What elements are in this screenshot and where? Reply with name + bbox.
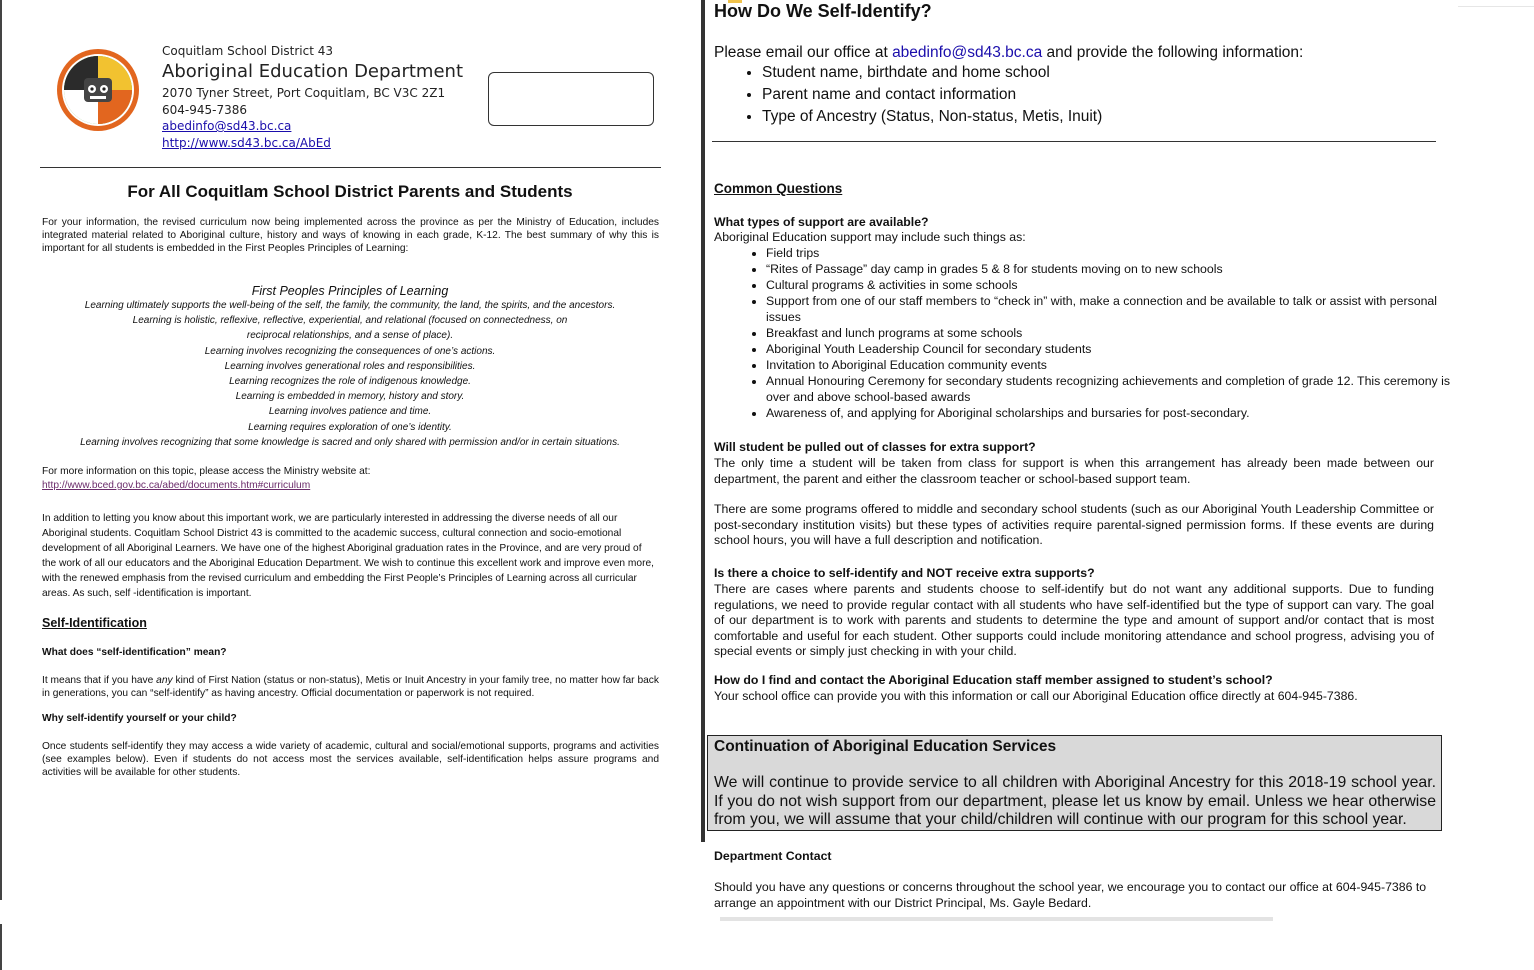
header-address: 2070 Tyner Street, Port Coquitlam, BC V3C 2Z1	[162, 86, 446, 100]
diverse-needs-paragraph: In addition to letting you know about this important work, we are particularly interested in addressing the diverse needs of all our Aboriginal students. Coquitlam School District 43 is committed to the academic success, cultural connection and socio-emotional development of all Aboriginal Learners. We have one of the highest Aboriginal graduation rates in the Province, and are very proud of the work of all our educators and the Aboriginal Education Department. We wish to continue this excellent work and improve even more, with the renewed emphasis from the revised curriculum and embedding the First People’s Principles of Learning across all curricular areas. As such, self -identification is important.	[42, 513, 654, 600]
info-item: • Student name, birthdate and home school	[762, 62, 1102, 84]
fppl-item: Learning involves patience and time.	[268, 406, 432, 418]
email-post: and provide the following information:	[1042, 44, 1304, 61]
contact-answer: Your school office can provide you with this information or call our Aboriginal Education office directly at 604-945-7386.	[714, 689, 1358, 703]
continuation-callout	[707, 735, 1442, 831]
page-left-border	[0, 0, 2, 900]
support-question: What types of support are available?	[714, 215, 929, 229]
support-item: • Awareness of, and applying for Aboriginal scholarships and bursaries for post-secondary.	[766, 405, 1460, 421]
office-email-link[interactable]: abedinfo@sd43.bc.ca	[892, 44, 1043, 61]
self-identification-heading: Self-Identification	[42, 616, 147, 630]
intro-paragraph: For your information, the revised curriculum now being implemented across the province as per the Ministry of Education, includes integrated material related to Aboriginal culture, history and ways of knowing in each grade, K-12. The best summary of why this is important for all students is embedded in the First Peoples Principles of Learning:	[42, 217, 659, 254]
support-item: • Aboriginal Youth Leadership Council for secondary students	[766, 341, 1460, 357]
what-answer	[42, 674, 659, 700]
fppl-title: First Peoples Principles of Learning	[251, 284, 449, 298]
fppl-item: Learning is holistic, reflexive, reflective, experiential, and relational (focused on connectedness, on reciprocal relationships, and a sense of place).	[132, 315, 568, 342]
pulled-answer: The only time a student will be taken from class for support is when this arrangement has already been made between our department, the parent and either the classroom teacher or school-based support team.	[714, 456, 1434, 486]
what-answer-post: kind of First Nation (status or non-status), Metis or Inuit Ancestry in your family tree, no matter how far back in generations, you can “self-identify” as having ancestry. Official documentation or paperwork is not required.	[42, 675, 659, 699]
email-pre: Please email our office at	[714, 44, 893, 61]
why-question: Why self-identify yourself or your child?	[42, 713, 237, 724]
support-intro: Aboriginal Education support may include such things as:	[714, 230, 1026, 244]
header-phone: 604-945-7386	[162, 103, 248, 117]
header-rule	[40, 167, 661, 168]
fppl-list	[40, 298, 660, 450]
horizontal-scrollbar[interactable]	[720, 917, 1273, 921]
what-answer-emphasis: any	[156, 675, 173, 686]
fppl-item: Learning recognizes the role of indigenous knowledge.	[229, 376, 471, 388]
more-info-text: For more information on this topic, please access the Ministry website at:	[42, 466, 371, 477]
continuation-title: Continuation of Aboriginal Education Services	[714, 738, 1057, 755]
page-divider	[701, 0, 705, 842]
page-title: For All Coquitlam School District Parents and Students	[127, 182, 573, 201]
fppl-item: Learning involves recognizing that some knowledge is sacred and only shared with permission and/or in certain situations.	[80, 436, 620, 448]
fppl-item: Learning is embedded in memory, history and story.	[235, 391, 465, 403]
corner-line	[1458, 6, 1534, 7]
section-rule	[712, 141, 1436, 142]
department-contact-heading: Department Contact	[714, 849, 832, 863]
support-list	[742, 245, 1460, 421]
choice-question: Is there a choice to self-identify and NOT receive extra supports?	[714, 566, 1095, 580]
header-department: Aboriginal Education Department	[162, 61, 463, 82]
support-item: • Field trips	[766, 245, 1460, 261]
info-list	[736, 62, 1102, 128]
how-title: How Do We Self-Identify?	[714, 1, 932, 21]
district-logo-icon	[56, 42, 140, 138]
support-item: • “Rites of Passage” day camp in grades 5 & 8 for students moving on to new schools	[766, 261, 1460, 277]
fppl-item: Learning ultimately supports the well-being of the self, the family, the community, the land, the spirits, and the ancestors.	[84, 300, 616, 311]
choice-answer: There are cases where parents and students choose to self-identify but do not want any additional supports. Due to funding regulations, we need to provide regular contact with all students who have self-identified but the type of support can vary. The goal of our department is to work with parents and students to determine the type and amount of support and/or contact that is most comfortable and useful for each student. Other supports could include monitoring attendance and school progress, advising you of special events or simply just checking in with your child.	[714, 582, 1434, 658]
what-question: What does “self-identification” mean?	[42, 647, 227, 658]
address-box	[488, 72, 654, 126]
email-instruction	[714, 44, 1303, 62]
info-item: • Parent name and contact information	[762, 84, 1102, 106]
support-item: • Support from one of our staff members to “check in” with, make a connection and be available to talk or assist with personal issues	[766, 293, 1460, 325]
pulled-question: Will student be pulled out of classes for extra support?	[714, 440, 1036, 454]
support-item: • Annual Honouring Ceremony for secondary students recognizing achievements and completion of grade 12. This ceremony is over and above school-based awards	[766, 373, 1460, 405]
why-answer: Once students self-identify they may access a wide variety of academic, cultural and social/emotional supports, programs and activities (see examples below). Even if students do not access most the services available, self-identification helps assure programs and activities will be available for other students.	[42, 741, 659, 778]
fppl-item: Learning involves generational roles and responsibilities.	[224, 360, 476, 372]
fppl-item: Learning requires exploration of one’s identity.	[248, 421, 452, 433]
support-item: • Cultural programs & activities in some schools	[766, 277, 1460, 293]
contact-question: How do I find and contact the Aboriginal Education staff member assigned to student’s school?	[714, 673, 1273, 687]
support-item: • Invitation to Aboriginal Education community events	[766, 357, 1460, 373]
continuation-text: We will continue to provide service to all children with Aboriginal Ancestry for this 2018-19 school year. If you do not wish support from our department, please let us know by email. Unless we hear otherwise from you, we will assume that your child/children will continue with our program for this school year.	[714, 774, 1436, 828]
page-left-border-lower	[0, 924, 2, 970]
fppl-item: Learning involves recognizing the consequences of one’s actions.	[204, 345, 496, 357]
what-answer-pre: It means that if you have	[42, 675, 157, 686]
department-contact-text: Should you have any questions or concerns throughout the school year, we encourage you to contact our office at 604-945-7386 to arrange an appointment with our District Principal, Ms. Gayle Bedard.	[714, 880, 1427, 910]
common-questions-heading: Common Questions	[714, 181, 843, 196]
header-website-link[interactable]: http://www.sd43.bc.ca/AbEd	[162, 136, 331, 150]
support-item: • Breakfast and lunch programs at some schools	[766, 325, 1460, 341]
ministry-link[interactable]: http://www.bced.gov.bc.ca/abed/documents.htm#curriculum	[42, 480, 311, 491]
info-item: • Type of Ancestry (Status, Non-status, Metis, Inuit)	[762, 106, 1102, 128]
header-district: Coquitlam School District 43	[162, 44, 334, 58]
header-email-link[interactable]: abedinfo@sd43.bc.ca	[162, 119, 292, 133]
programs-answer: There are some programs offered to middle and secondary school students (such as our Aboriginal Youth Leadership Committee or post-secondary institution visits) but these types of activities require parental-signed permission forms. If these events are during school hours, you will have a full description and notification.	[714, 502, 1434, 547]
